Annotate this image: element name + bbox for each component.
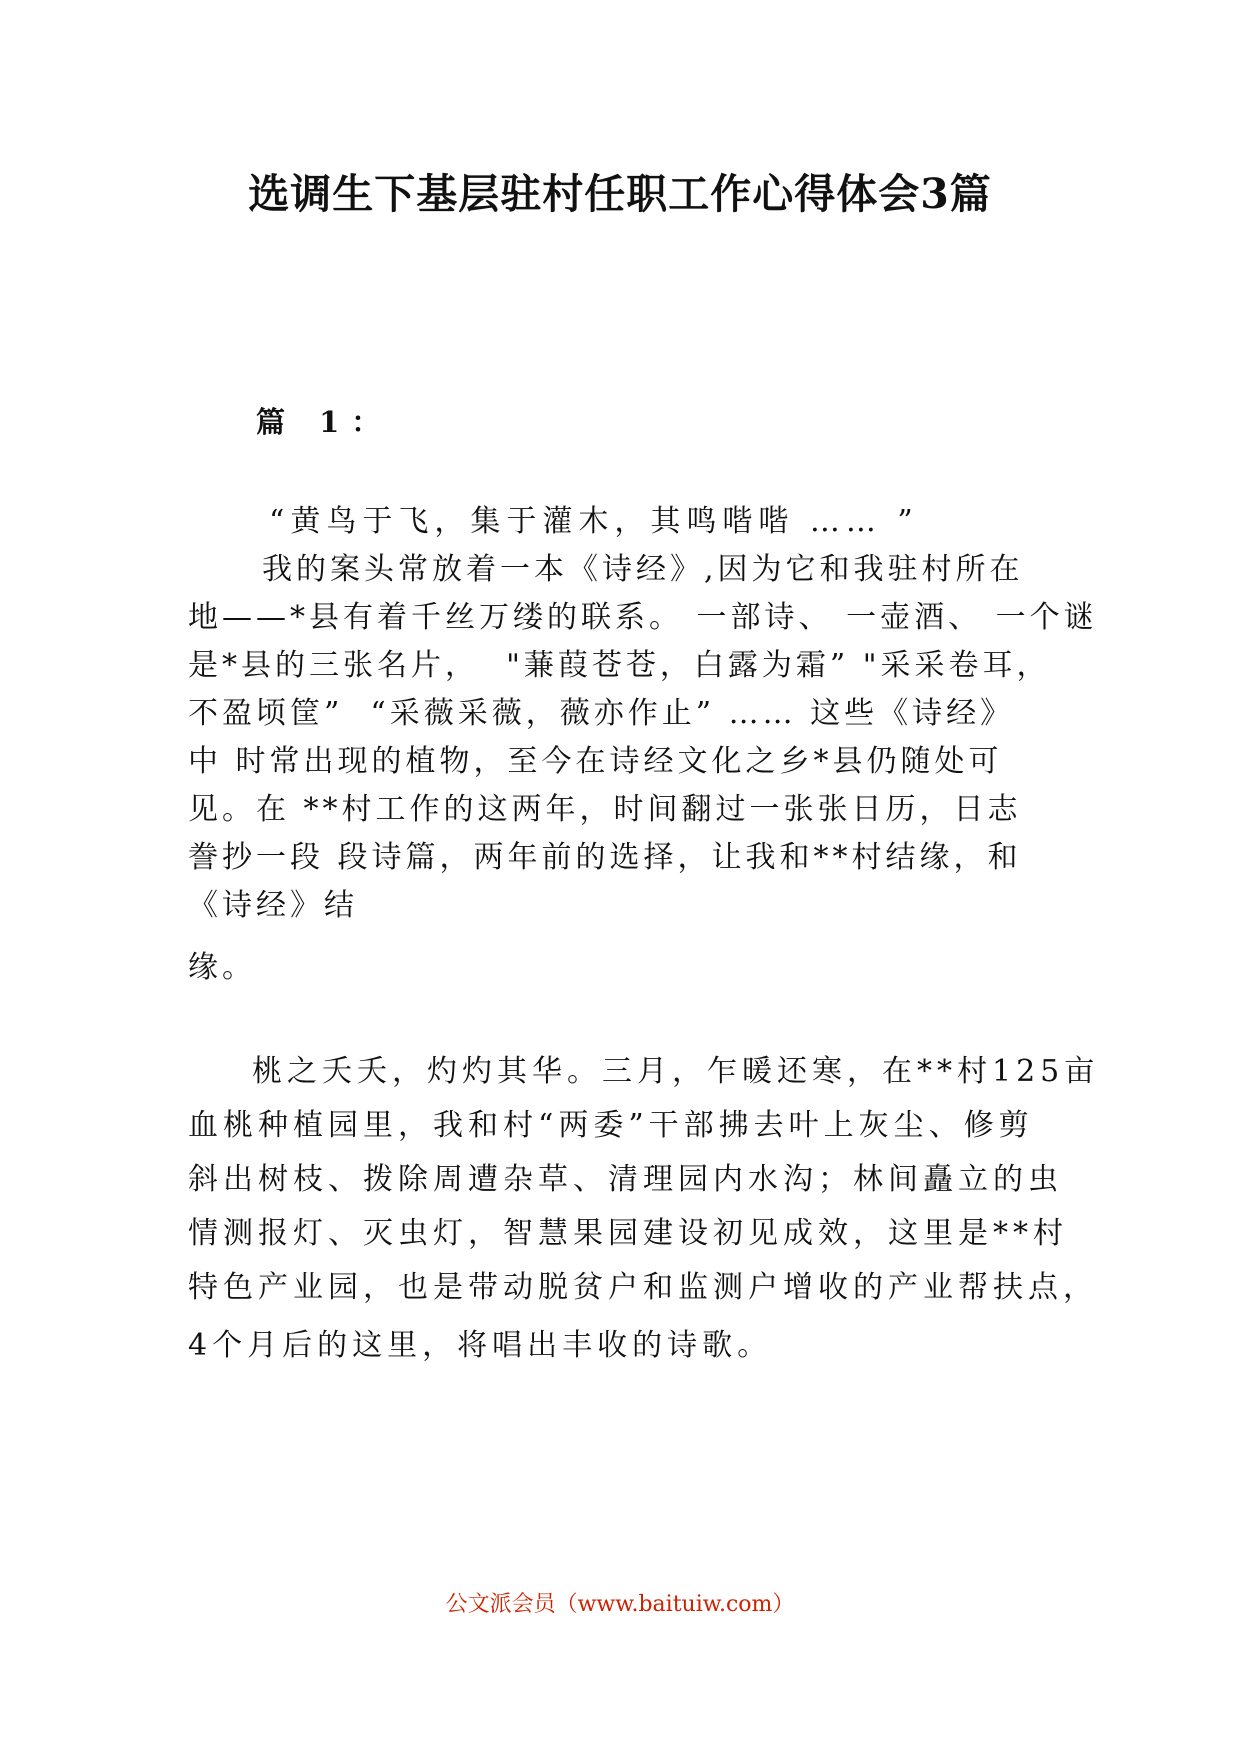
footer-watermark-link[interactable]: 公文派会员（www.baituiw.com）: [445, 1592, 795, 1617]
paragraph-line: 情测报灯、灭虫灯，智慧果园建设初见成效，这里是**村: [188, 1216, 1068, 1251]
paragraph-line: 血桃种植园里，我和村“两委”干部拂去叶上灰尘、修剪: [188, 1108, 1034, 1143]
paragraph-line: 誊抄一段 段诗篇，两年前的选择，让我和**村结缘，和: [188, 840, 1022, 875]
paragraph-line: 缘。: [188, 950, 256, 985]
opening-quote: “黄鸟于飞，集于灌木，其鸣喈喈 …… ”: [269, 504, 919, 539]
paragraph-line: 是*县的三张名片， "蒹葭苍苍，白露为霜” "采采卷耳，: [188, 648, 1051, 683]
paragraph-line: 桃之夭夭，灼灼其华。三月，乍暖还寒，在**村125亩: [252, 1054, 1100, 1089]
paragraph-line: 《诗经》结: [188, 888, 358, 923]
paragraph-line: 见。在 **村工作的这两年，时间翻过一张张日历，日志: [188, 792, 1022, 827]
paragraph-line: 斜出树枝、拨除周遭杂草、清理园内水沟；林间矗立的虫: [188, 1162, 1063, 1197]
paragraph-line: 不盈顷筐” “采薇采薇，薇亦作止” …… 这些《诗经》: [188, 696, 1015, 731]
chapter-heading: 篇 1：: [256, 405, 393, 439]
paragraph-line: 中 时常出现的植物，至今在诗经文化之乡*县仍随处可: [188, 744, 1003, 779]
paragraph-line: 我的案头常放着一本《诗经》,因为它和我驻村所在: [262, 552, 1024, 587]
paragraph-line: 特色产业园，也是带动脱贫户和监测户增收的产业帮扶点，: [188, 1270, 1098, 1305]
paragraph-line: 4个月后的这里，将唱出丰收的诗歌。: [188, 1328, 773, 1363]
document-title: 选调生下基层驻村任职工作心得体会3篇: [248, 170, 992, 218]
paragraph-line: 地——*县有着千丝万缕的联系。 一部诗、 一壶酒、 一个谜: [188, 600, 1098, 635]
